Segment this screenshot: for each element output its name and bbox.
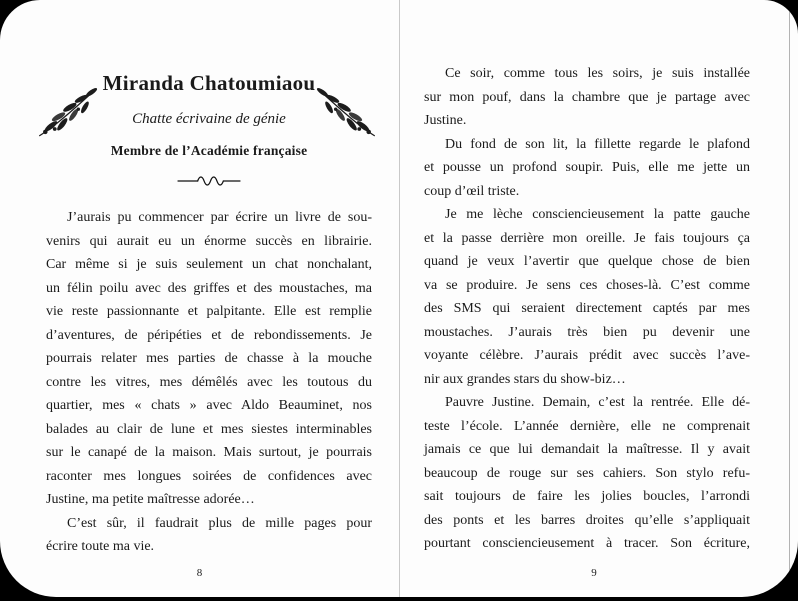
- laurel-branch-left-icon: [34, 84, 100, 142]
- text-line: balades au clair de lune et mes siestes interminables: [46, 421, 372, 437]
- text-line: jamais ce que lui demandait la maîtresse. Il y avait: [424, 442, 750, 457]
- text-line: pourrais relater mes parties de chasse à la mouche: [46, 351, 372, 366]
- text-line: écrire toute ma vie.: [46, 539, 155, 554]
- text-line: Justine.: [424, 113, 467, 128]
- squiggle-divider-icon: [46, 172, 372, 190]
- text-line: d’aventures, de péripéties et de rebondissements. Je: [46, 327, 372, 343]
- right-page-body: [424, 62, 750, 556]
- text-line: voyante célèbre. J’aurais prédit avec succès l’ave-: [424, 348, 750, 363]
- text-line: Je me lèche consciencieusement la patte gauche: [445, 207, 750, 222]
- text-line: teste l’école. L’année dernière, elle ne comprenait: [424, 418, 750, 434]
- text-line: moustaches. J’aurais très bien pu devenir une: [424, 324, 750, 340]
- text-line: pourtant consciencieusement à tracer. Son écriture,: [424, 536, 750, 551]
- text-line: et la passe derrière mon oreille. Je fais toujours ça: [424, 230, 750, 246]
- text-line: va se produire. Je sens ces choses-là. C’est comme: [424, 277, 750, 293]
- chapter-title: Miranda Chatoumiaou: [102, 71, 316, 95]
- text-line: un félin poilu avec des griffes et des moustaches, ma: [46, 280, 372, 296]
- text-line: sur mon pouf, dans la chambre que je partage avec: [424, 89, 750, 105]
- paragraph: [424, 133, 750, 204]
- laurel-branch-right-icon: [314, 84, 380, 142]
- text-line: quartier, mes « chats » avec Aldo Beauminet, nos: [46, 398, 372, 413]
- page-gutter-divider: [399, 0, 400, 597]
- text-line: Car même si je suis seulement un chat nonchalant,: [46, 257, 372, 272]
- text-line: sait toujours de faire les jolies boucles, l’arrondi: [424, 489, 750, 504]
- text-line: beaucoup de rouge sur ses cahiers. Son stylo refu-: [424, 465, 750, 481]
- text-line: vie reste passionnante et palpitante. Elle est remplie: [46, 304, 372, 319]
- text-line: Justine, ma petite maîtresse adorée…: [46, 492, 255, 507]
- right-page-number: 9: [591, 567, 597, 579]
- text-line: C’est sûr, il faudrait plus de mille pages pour: [67, 515, 372, 531]
- chapter-membership: Membre de l’Académie française: [110, 143, 308, 158]
- text-line: venirs qui aurait eu un énorme succès en librairie.: [46, 233, 372, 249]
- text-line: raconter mes longues soirées de confidences avec: [46, 468, 372, 484]
- text-line: coup d’œil triste.: [424, 183, 520, 199]
- chapter-subtitle: Chatte écrivaine de génie: [132, 111, 286, 127]
- left-page-number: 8: [196, 567, 203, 579]
- paragraph: [424, 203, 750, 391]
- paragraph: [424, 62, 750, 133]
- text-line: nir aux grandes stars du show-biz…: [424, 371, 626, 387]
- paragraph: [46, 206, 372, 512]
- text-line: Du fond de son lit, la fillette regarde le plafond: [445, 136, 750, 152]
- left-page-body: [46, 206, 372, 559]
- text-line: des SMS qui seraient directement captés par mes: [424, 301, 750, 316]
- text-line: des ponts et les barres droites qu’elle s’appliquait: [424, 512, 750, 528]
- text-line: Pauvre Justine. Demain, c’est la rentrée. Elle dé-: [445, 395, 750, 410]
- text-line: sur le canapé de la maison. Mais surtout, je pourrais: [46, 445, 372, 460]
- left-page: [46, 0, 372, 559]
- paragraph: [424, 391, 750, 556]
- text-line: et pousse un profond soupir. Puis, elle me jette un: [424, 160, 750, 175]
- text-line: J’aurais pu commencer par écrire un livre de sou-: [67, 210, 372, 225]
- text-line: Ce soir, comme tous les soirs, je suis installée: [445, 66, 750, 81]
- text-line: contre les vitres, mes démêlés avec les toutous du: [46, 374, 372, 390]
- right-page: [424, 62, 750, 556]
- text-line: quand je veux l’avertir que quelque chose de bien: [424, 254, 750, 269]
- chapter-header: [46, 0, 372, 190]
- page-right-edge: [789, 0, 790, 597]
- paragraph: [46, 512, 372, 559]
